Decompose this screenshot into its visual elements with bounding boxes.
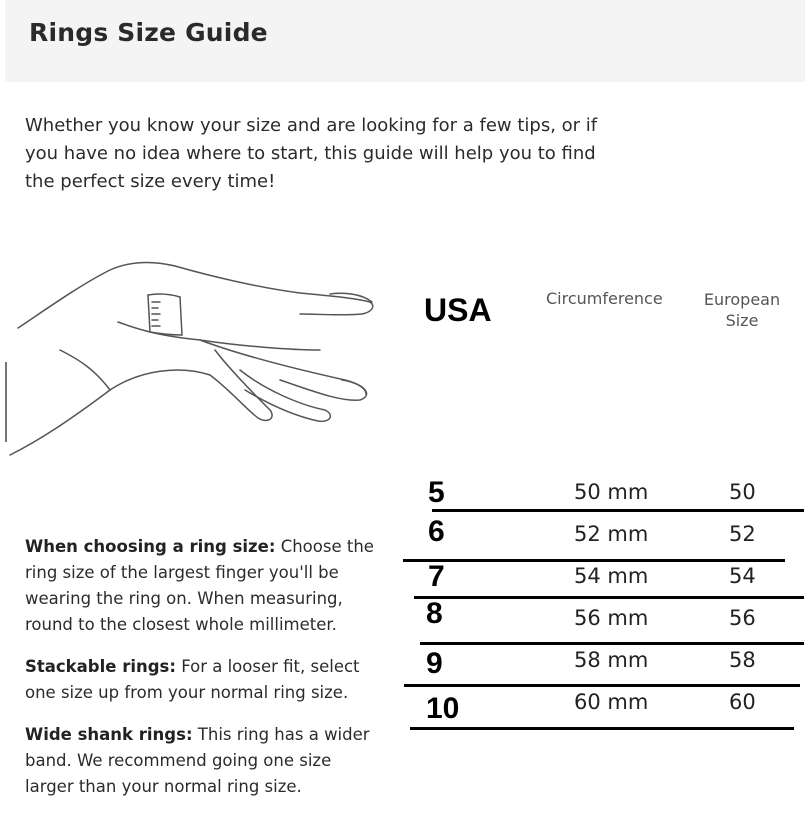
intro-line: you have no idea where to start, this guide will help you to find (25, 143, 596, 164)
tip-text: round to the closest whole millimeter. (25, 615, 337, 634)
tip-wide-shank-rings (25, 722, 400, 800)
european-header-line: European (703, 290, 781, 309)
row-divider (404, 684, 800, 687)
circumference-cell: 56 mm (574, 606, 649, 630)
us-size-cell: 9 (426, 647, 443, 680)
tip-text: one size up from your normal ring size. (25, 683, 349, 702)
tip-text: band. We recommend going one size (25, 751, 332, 770)
row-divider (414, 596, 804, 599)
tip-text: ring size of the largest finger you'll be (25, 563, 339, 582)
tip-choosing-size (25, 534, 400, 638)
row-divider (420, 642, 804, 645)
header-bar (5, 0, 805, 82)
circumference-header: Circumference (546, 289, 663, 308)
us-size-cell: 5 (428, 476, 445, 509)
european-size-cell: 54 (729, 564, 756, 588)
circumference-cell: 52 mm (574, 522, 649, 546)
tip-text: For a looser fit, select (175, 657, 360, 676)
row-divider (403, 559, 785, 562)
row-divider (410, 727, 794, 730)
page-title: Rings Size Guide (29, 18, 268, 47)
intro-line: Whether you know your size and are looking for a few tips, or if (25, 115, 598, 136)
hand-with-ring-measure-icon (0, 240, 400, 470)
european-size-cell: 50 (729, 480, 756, 504)
tip-heading: Stackable rings: (25, 657, 176, 676)
tip-stackable-rings (25, 654, 400, 706)
european-header-line: Size (725, 311, 759, 330)
tip-heading: Wide shank rings: (25, 725, 193, 744)
european-size-cell: 58 (729, 648, 756, 672)
tip-text: Choose the (275, 537, 374, 556)
circumference-cell: 50 mm (574, 480, 649, 504)
us-size-cell: 7 (428, 560, 445, 593)
intro-text (25, 112, 685, 196)
european-size-cell: 60 (729, 690, 756, 714)
tip-text: This ring has a wider (192, 725, 370, 744)
tip-text: wearing the ring on. When measuring, (25, 589, 343, 608)
circumference-cell: 60 mm (574, 690, 649, 714)
usa-header: USA (424, 292, 492, 328)
circumference-cell: 54 mm (574, 564, 649, 588)
us-size-cell: 8 (426, 597, 443, 630)
us-size-cell: 6 (428, 515, 445, 548)
tip-text: larger than your normal ring size. (25, 777, 302, 796)
circumference-cell: 58 mm (574, 648, 649, 672)
intro-line: the perfect size every time! (25, 171, 276, 192)
european-size-header (693, 289, 791, 331)
us-size-cell: 10 (426, 692, 460, 725)
european-size-cell: 52 (729, 522, 756, 546)
tip-heading: When choosing a ring size: (25, 537, 276, 556)
european-size-cell: 56 (729, 606, 756, 630)
ring-size-tips (25, 534, 400, 816)
row-divider (432, 509, 804, 512)
